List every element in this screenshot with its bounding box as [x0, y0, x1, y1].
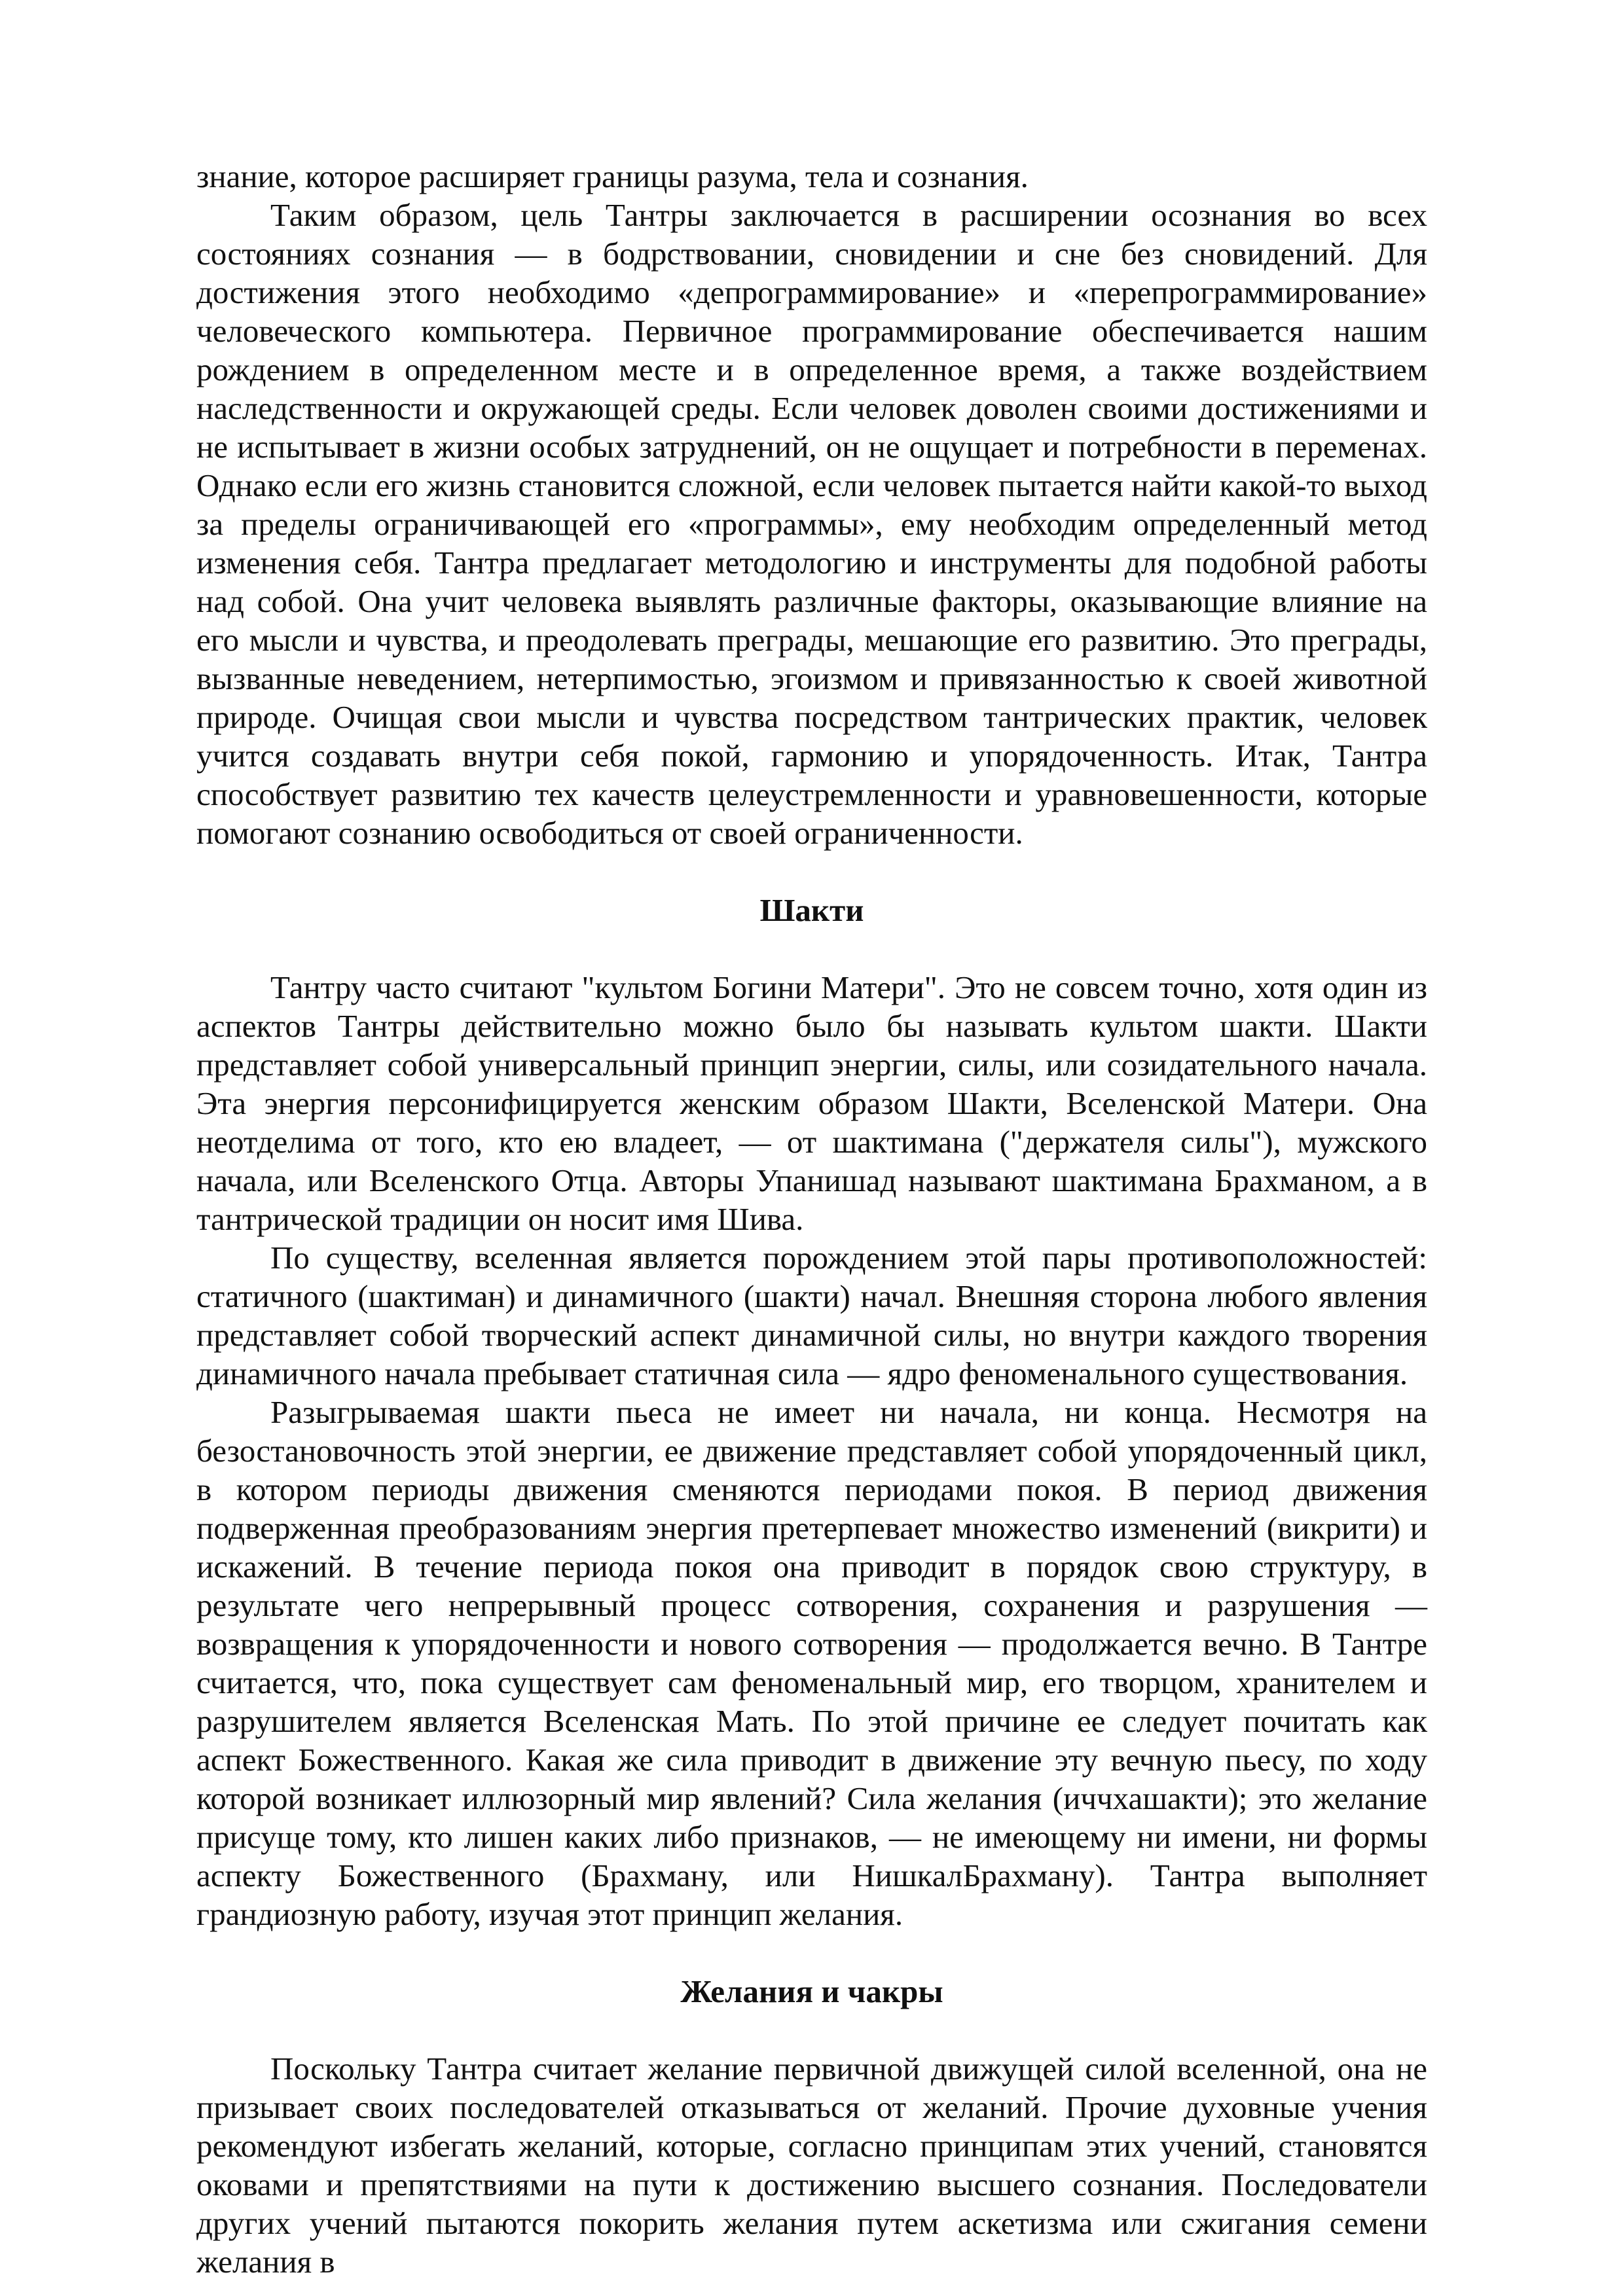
spacer: [196, 1933, 1427, 1972]
paragraph-desires-1: Поскольку Тантра считает желание первичной движущей силой вселенной, она не призывает своих последователей отказываться от желаний. Прочие духовные учения рекомендуют избегать желаний, которые, согласно принципам этих учений, становятся оковами и препятствиями на пути к достижению высшего сознания. Последователи других учений пытаются покорить желания путем аскетизма или сжигания семени желания в: [196, 2051, 1427, 2280]
spacer: [196, 929, 1427, 968]
paragraph-continuation: знание, которое расширяет границы разума, тела и сознания.: [196, 158, 1029, 194]
spacer: [196, 2011, 1427, 2049]
paragraph-shakti-1: Тантру часто считают "культом Богини Матери". Это не совсем точно, хотя один из аспектов Тантры действительно можно было бы называть культом шакти. Шакти представляет собой универсальный принцип энергии, силы, или созидательного начала. Эта энергия персонифицируется женским образом Шакти, Вселенской Матери. Она неотделима от того, кто ею владеет, — от шактимана ("держателя силы"), мужского начала, или Вселенского Отца. Авторы Упанишад называют шактимана Брахманом, а в тантрической традиции он носит имя Шива.: [196, 969, 1427, 1237]
document-page: [196, 157, 1427, 2281]
paragraph-shakti-3: Разыгрываемая шакти пьеса не имеет ни начала, ни конца. Несмотря на безостановочность этой энергии, ее движение представляет собой упорядоченный цикл, в котором периоды движения сменяются периодами покоя. В период движения подверженная преобразованиям энергия претерпевает множество изменений (викрити) и искажений. В течение периода покоя она приводит в порядок свою структуру, в результате чего непрерывный процесс сотворения, сохранения и разрушения — возвращения к упорядоченности и нового сотворения — продолжается вечно. В Тантре считается, что, пока существует сам феноменальный мир, его творцом, хранителем и разрушителем является Вселенская Мать. По этой причине ее следует почитать как аспект Божественного. Какая же сила приводит в движение эту вечную пьесу, по ходу которой возникает иллюзорный мир явлений? Сила желания (иччхашакти); это желание присуще тому, кто лишен каких либо признаков, — не имеющему ни имени, ни формы аспекту Божественного (Брахману, или НишкалБрахману). Тантра выполняет грандиозную работу, изучая этот принцип желания.: [196, 1394, 1427, 1932]
spacer: [196, 852, 1427, 891]
section-heading-desires: Желания и чакры: [680, 1973, 943, 2009]
paragraph-shakti-2: По существу, вселенная является порождением этой пары противоположностей: статичного (шактиман) и динамичного (шакти) начал. Внешняя сторона любого явления представляет собой творческий аспект динамичной силы, но внутри каждого творения динамичного начала пребывает статичная сила — ядро феноменального существования.: [196, 1240, 1427, 1391]
section-heading-shakti: Шакти: [759, 892, 864, 928]
paragraph-tantra-purpose: Таким образом, цель Тантры заключается в расширении осознания во всех состояниях сознания — в бодрствовании, сновидении и сне без сновидений. Для достижения этого необходимо «депрограммирование» и «перепрограммирование» человеческого компьютера. Первичное программирование обеспечивается нашим рождением в определенном месте и в определенное время, а также воздействием наследственности и окружающей среды. Если человек доволен своими достижениями и не испытывает в жизни особых затруднений, он не ощущает и потребности в переменах. Однако если его жизнь становится сложной, если человек пытается найти какой-то выход за пределы ограничивающей его «программы», ему необходим определенный метод изменения себя. Тантра предлагает методологию и инструменты для подобной работы над собой. Она учит человека выявлять различные факторы, оказывающие влияние на его мысли и чувства, и преодолевать преграды, мешающие его развитию. Это преграды, вызванные неведением, нетерпимостью, эгоизмом и привязанностью к своей животной природе. Очищая свои мысли и чувства посредством тантрических практик, человек учится создавать внутри себя покой, гармонию и упорядоченность. Итак, Тантра способствует развитию тех качеств целеустремленности и уравновешенности, которые помогают сознанию освободиться от своей ограниченности.: [196, 197, 1427, 851]
